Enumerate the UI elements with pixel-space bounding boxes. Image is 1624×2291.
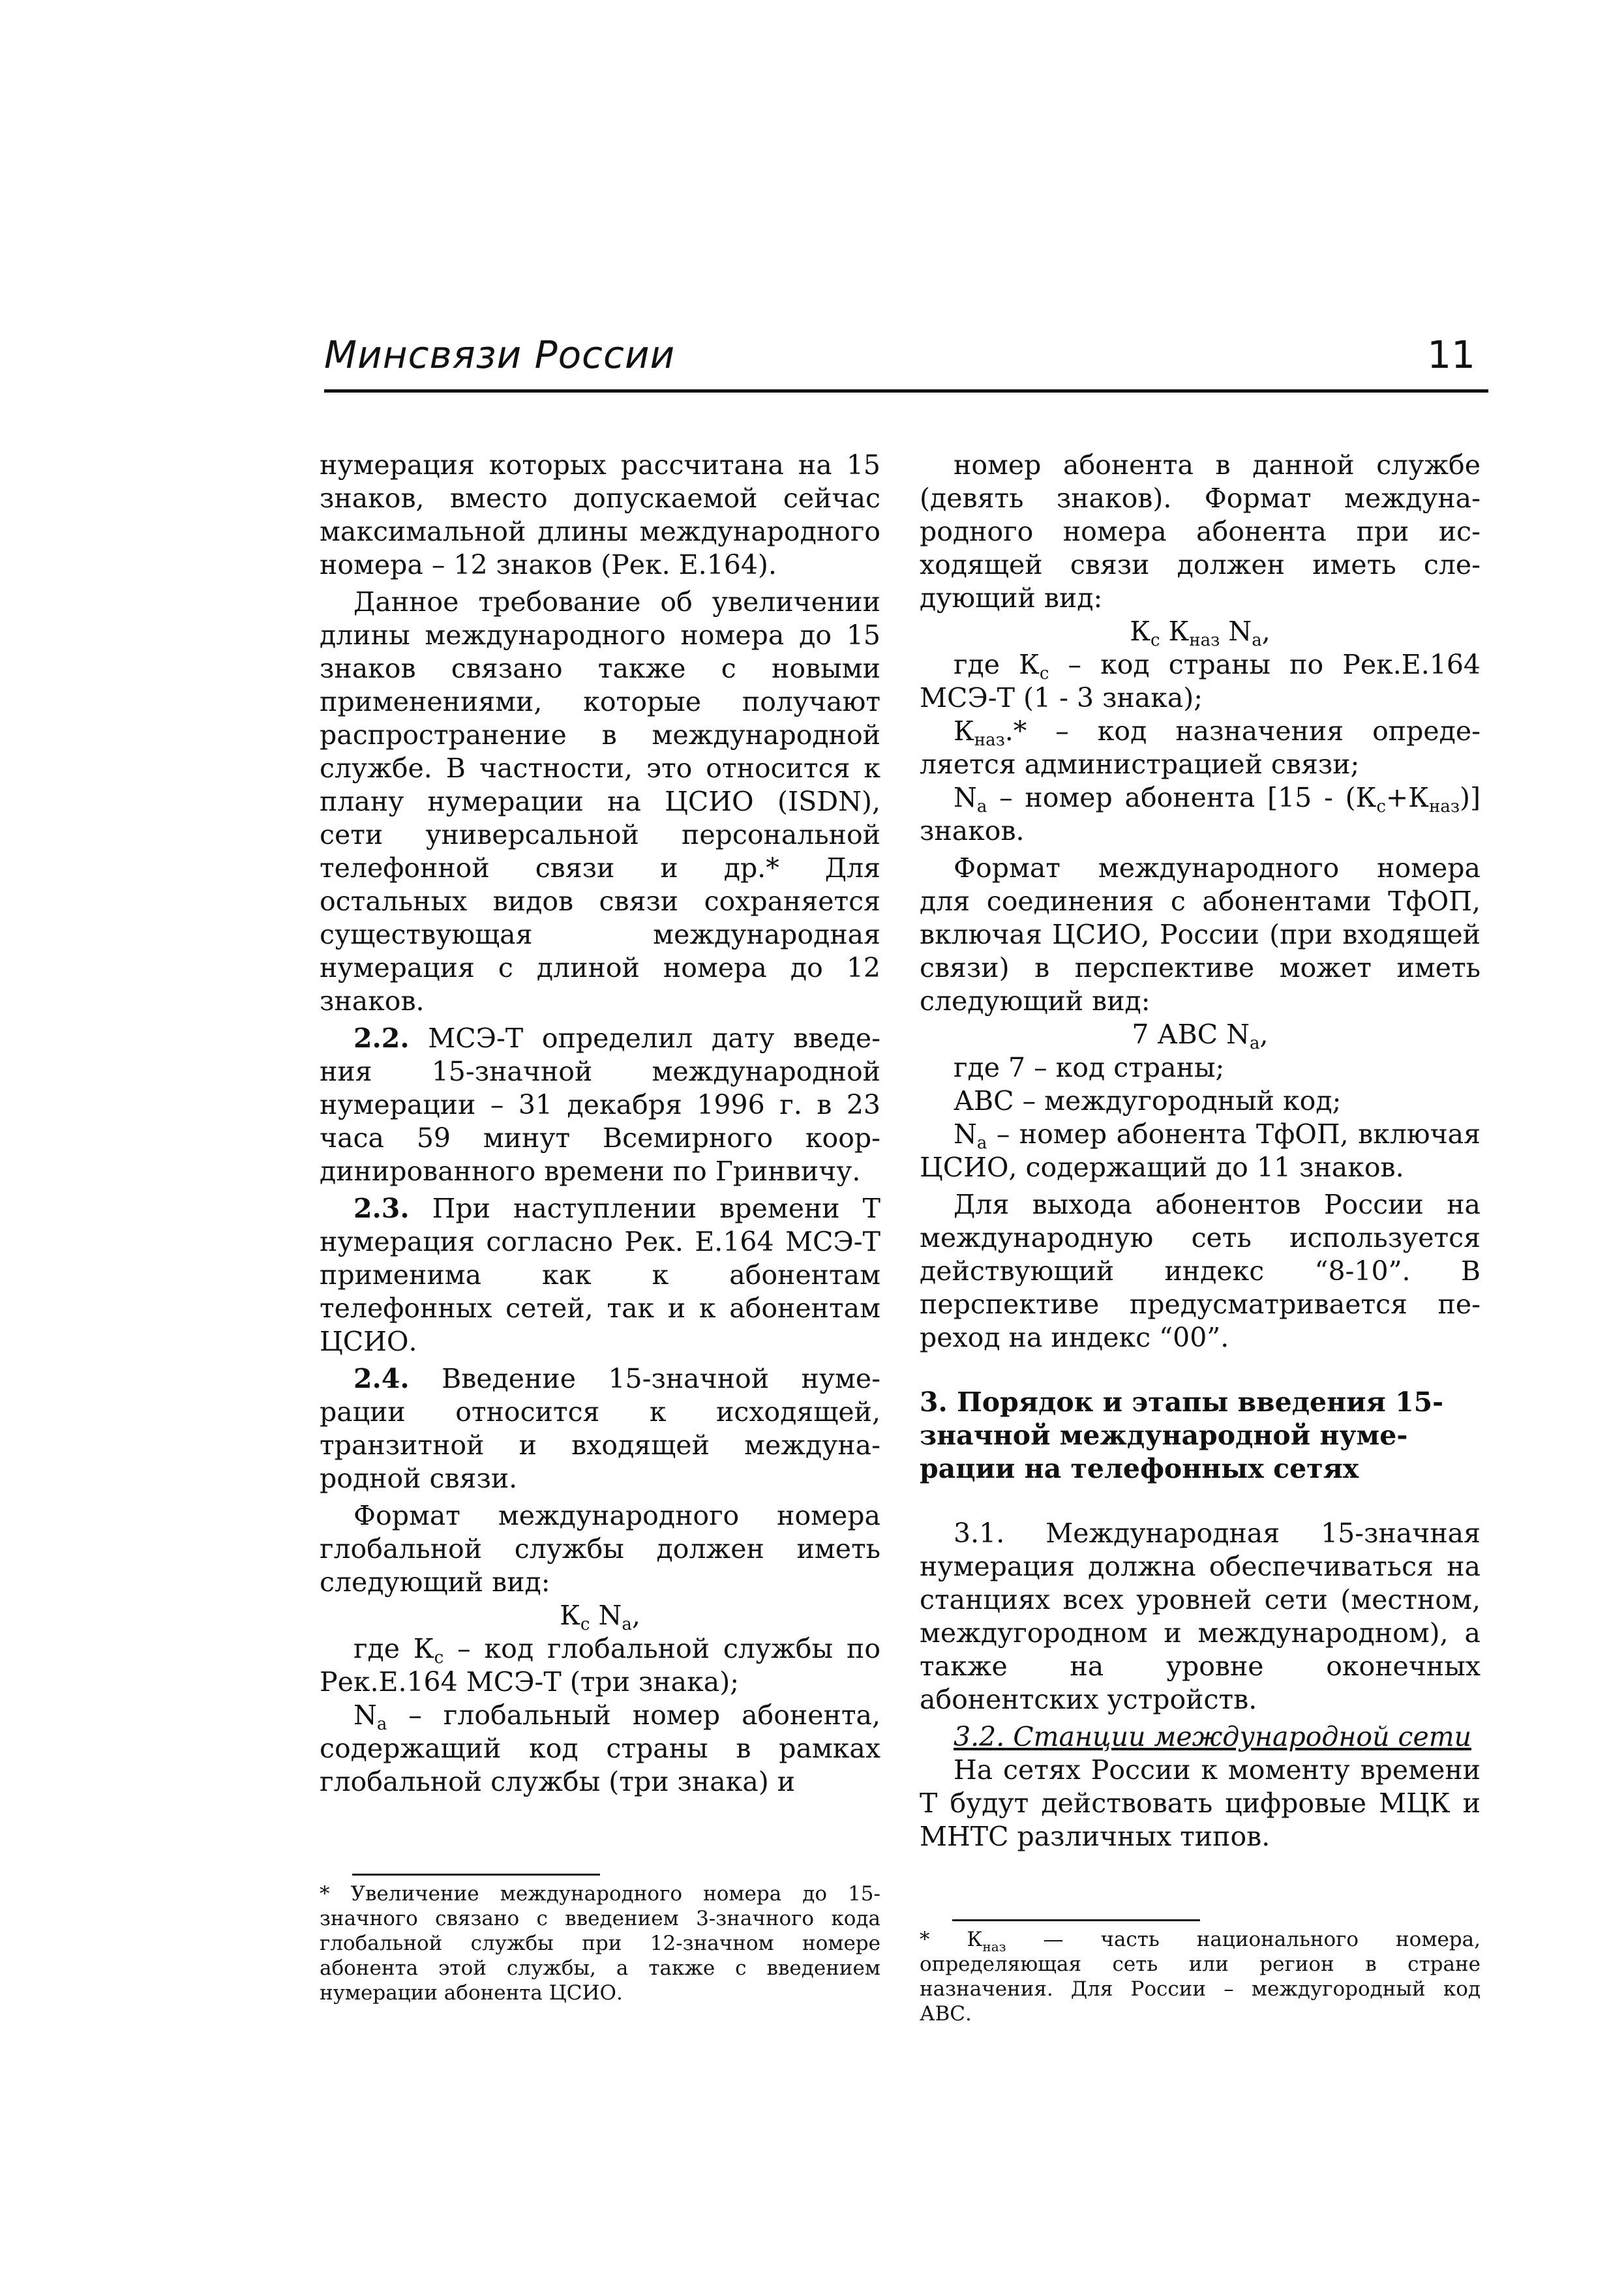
paragraph: где $К_с$ – код глобальной службы по Рек.Е.164 МСЭ-Т (три знака);	[320, 1633, 881, 1698]
paragraph: АВС – междугородный код;	[954, 1085, 1342, 1116]
header-title: Минсвязи России	[324, 333, 676, 377]
paragraph: номер абонента в данной службе (девять знаков). Формат международного номера абонента при исходящей связи должен иметь следующий вид:	[920, 449, 1481, 614]
footnote-rule-left	[352, 1874, 600, 1876]
paragraph-2-2	[320, 1022, 880, 1188]
section-heading: 3. Порядок и этапы введения 15-значной международной нумерации на телефонных сетях	[920, 1386, 1444, 1484]
paragraph: нумерация которых рассчитана на 15 знаков, вместо допускаемой сейчас максимальной длины международного номера – 12 знаков (Рек. Е.164).	[320, 449, 880, 580]
formula-outgoing: $К_с$ $К_{наз}$ $N_а$,	[1130, 616, 1271, 650]
clause-number: 2.3.	[353, 1193, 410, 1224]
formula-global: $К_с$ $N_а$,	[560, 1600, 640, 1634]
header-rule	[324, 389, 1488, 393]
page-number: 11	[1427, 333, 1475, 377]
clause-text: МСЭ-Т определил дату введения 15-значной международной нумерации – 31 декабря 1996 г. в 23 часа 59 минут Всемирного координированного времени по Гринвичу.	[320, 1023, 880, 1187]
paragraph: $К_{наз}.*$ – код назначения определяется администрацией связи;	[920, 715, 1481, 780]
paragraph: где 7 – код страны;	[954, 1052, 1225, 1083]
paragraph-2-4	[320, 1362, 880, 1495]
subsection-heading: 3.2. Станции международной сети	[954, 1721, 1472, 1752]
paragraph: $N_а$ – номер абонента $[15 - (К_с+К_{наз})]$ знаков.	[920, 782, 1481, 846]
formula-incoming: 7 АВС $N_а$,	[1132, 1019, 1269, 1053]
paragraph: Для выхода абонентов России на международную сеть используется действующий индекс “8-10”. В перспективе предусматривается переход на индекс “00”.	[920, 1189, 1481, 1353]
paragraph: где $К_с$ – код страны по Рек.Е.164 МСЭ-Т (1 - 3 знака);	[920, 649, 1481, 713]
paragraph: Формат международного номера глобальной службы должен иметь следующий вид:	[320, 1500, 880, 1598]
footnote-right: * $К_{наз}$ — часть национального номера, определяющая сеть или регион в стране назначения. Для России – междугородный код АВС.	[920, 1928, 1481, 2026]
right-column	[920, 449, 1481, 1853]
footnote-left: * Увеличение международного номера до 15-значного связано с введением 3-значного кода глобальной службы при 12-значном номере абонента этой службы, а также с введением нумерации абонента ЦСИО.	[320, 1882, 880, 2005]
paragraph: $N_а$ – номер абонента ТфОП, включая ЦСИО, содержащий до 11 знаков.	[920, 1118, 1481, 1183]
footnote-rule-right	[952, 1919, 1200, 1921]
running-header	[324, 326, 1488, 391]
clause-text: При наступлении времени Т нумерация согласно Рек. Е.164 МСЭ-Т применима как к абонентам телефонных сетей, так и к абонентам ЦСИО.	[320, 1193, 880, 1357]
paragraph: $N_а$ – глобальный номер абонента, содержащий код страны в рамках глобальной службы (три знака) и	[320, 1700, 880, 1797]
left-column	[320, 449, 880, 1799]
paragraph: Данное требование об увеличении длины международного номера до 15 знаков связано также с новыми применениями, которые получают распространение в международной службе. В частности, это относится к плану нумерации на ЦСИО (ISDN), сети универсальной персональной телефонной связи и др.* Для остальных видов связи сохраняется существующая международная нумерация с длиной номера до 12 знаков.	[320, 586, 880, 1017]
paragraph: На сетях России к моменту времени Т будут действовать цифровые МЦК и МНТС различных типов.	[920, 1754, 1481, 1852]
clause-text: Введение 15-значной нумерации относится к исходящей, транзитной и входящей международной связи.	[320, 1363, 880, 1494]
paragraph: 3.1. Международная 15-значная нумерация должна обеспечиваться на станциях всех уровней сети (местном, междугородном и международном), а также на уровне оконечных абонентских устройств.	[920, 1518, 1481, 1715]
paragraph: Формат международного номера для соединения с абонентами ТфОП, включая ЦСИО, России (при входящей связи) в перспективе может иметь следующий вид:	[920, 852, 1481, 1017]
clause-number: 2.4.	[353, 1363, 410, 1394]
clause-number: 2.2.	[353, 1023, 410, 1054]
paragraph-2-3	[320, 1192, 880, 1358]
